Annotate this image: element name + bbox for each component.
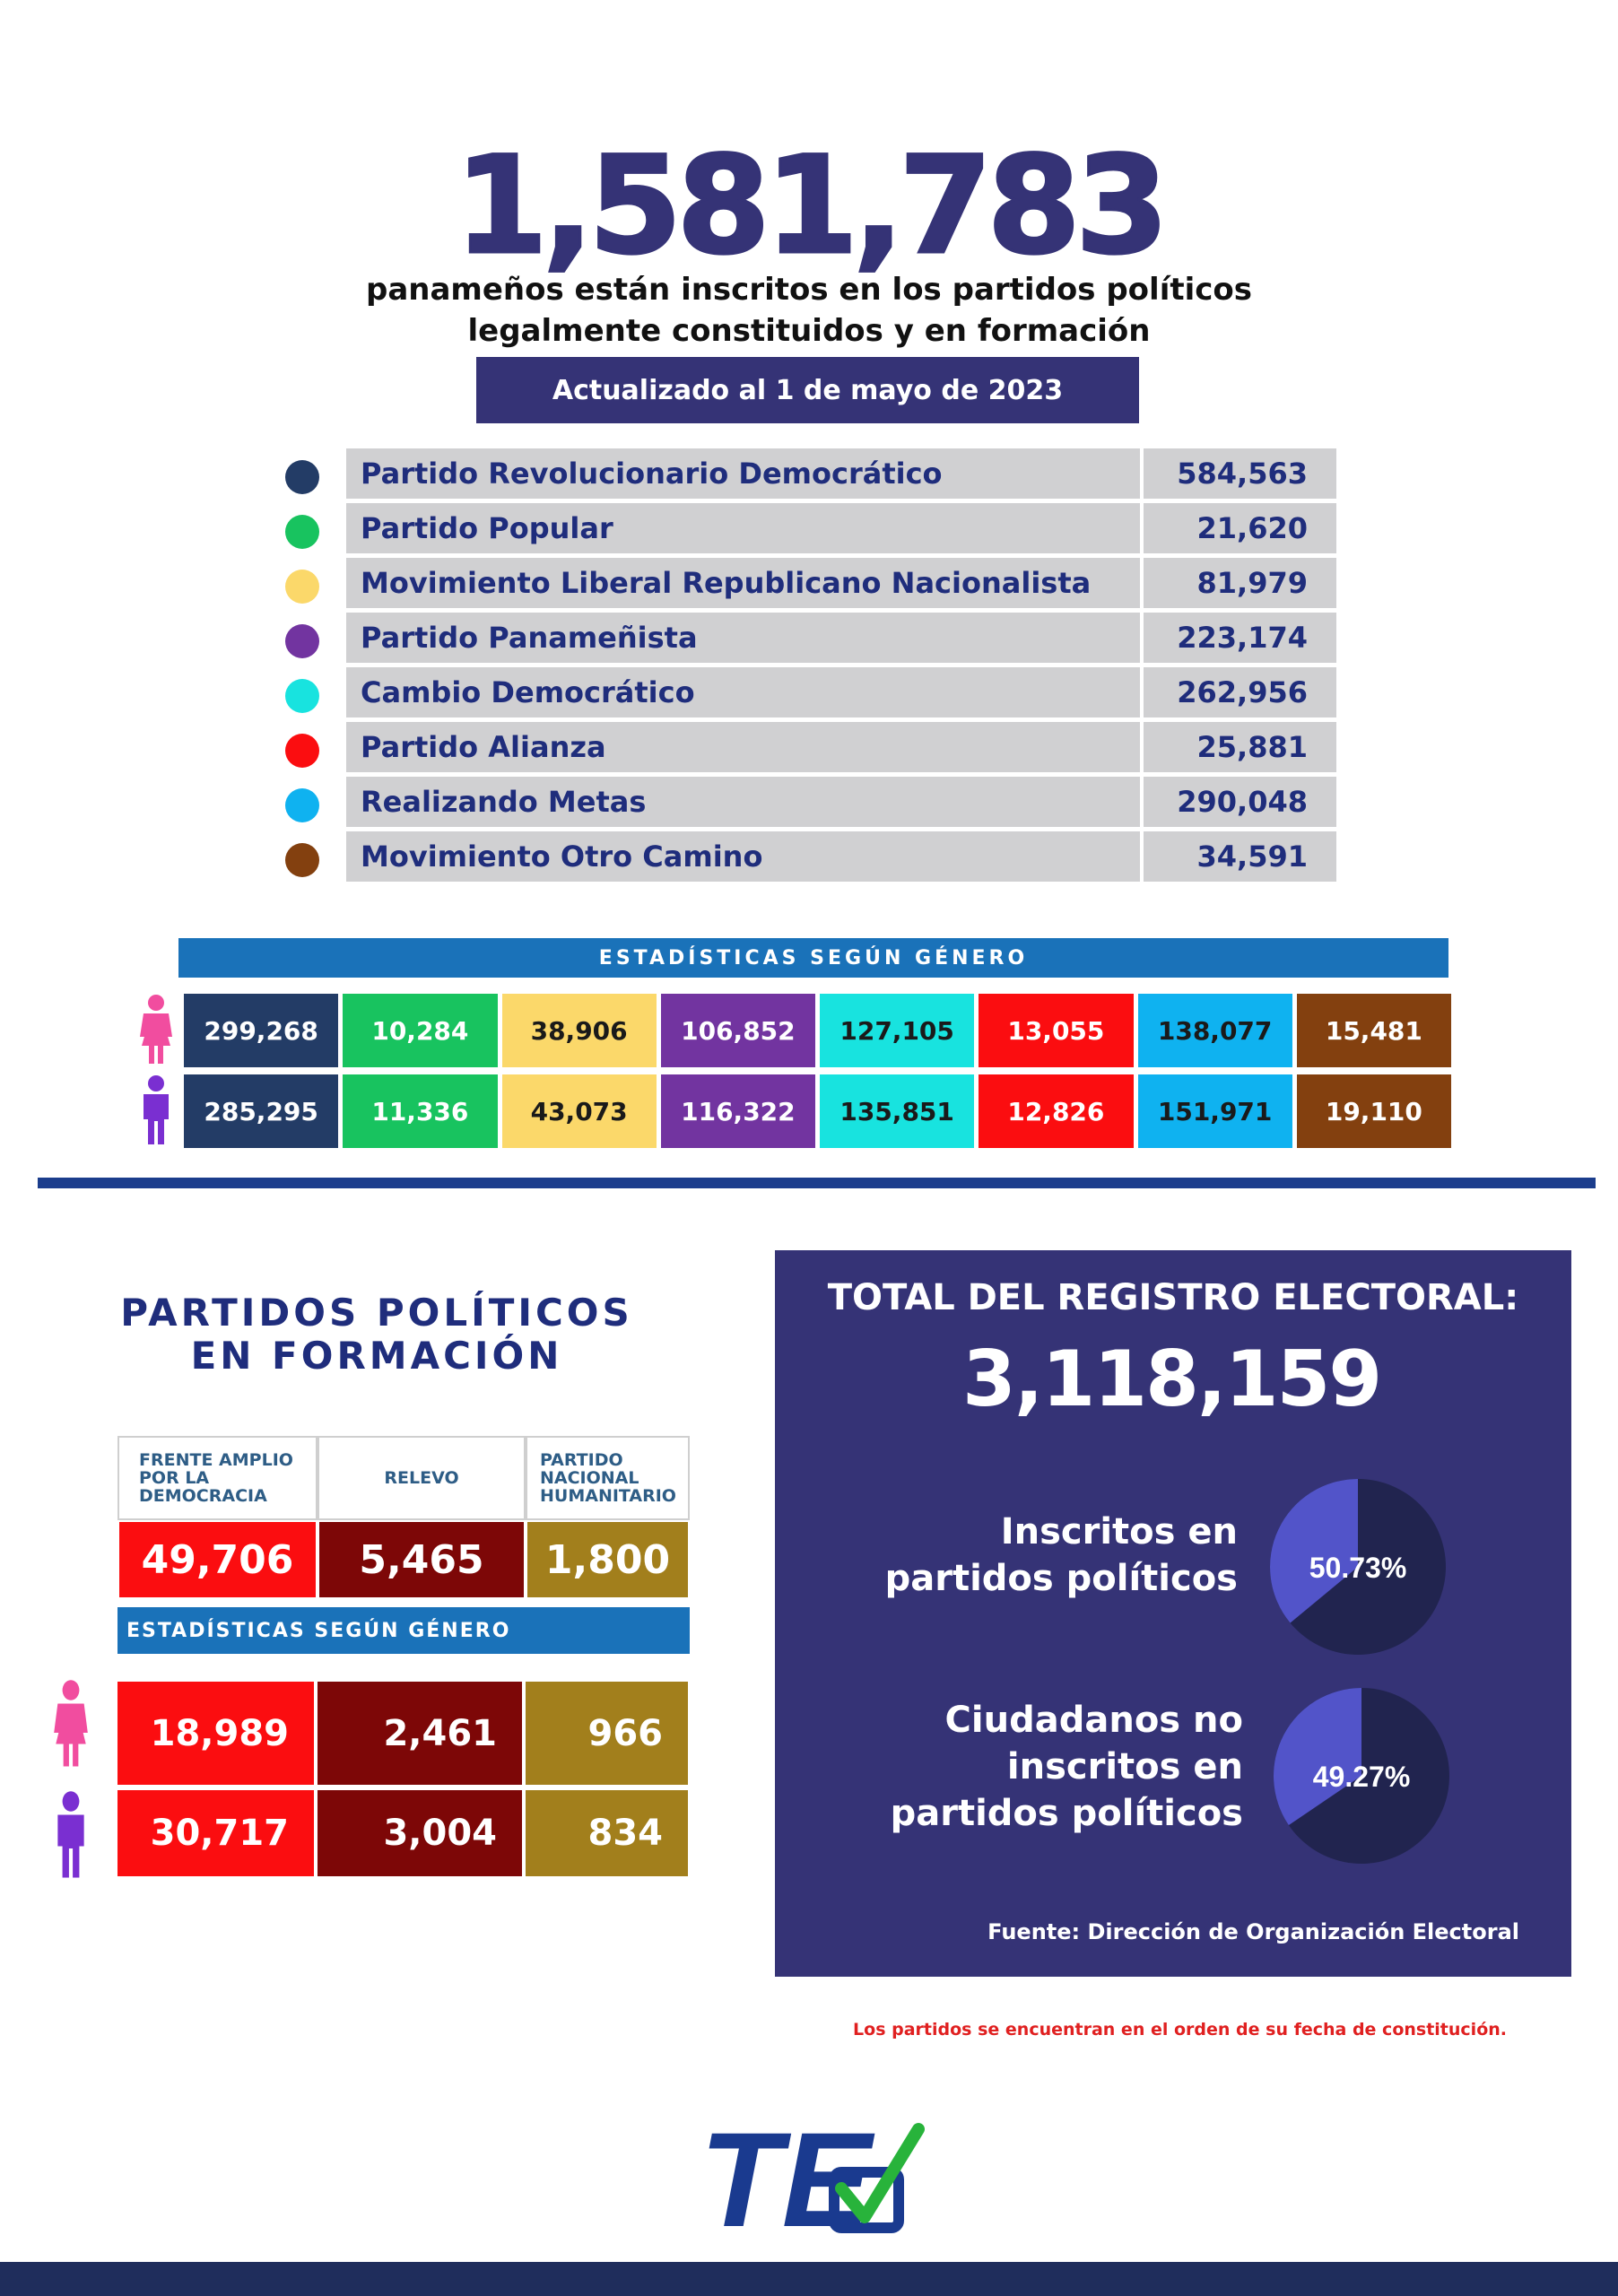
te-logo xyxy=(698,2117,940,2242)
party-row xyxy=(278,722,1338,777)
women-stat-cell: 38,906 xyxy=(502,994,657,1067)
men-stat-cell: 116,322 xyxy=(661,1074,815,1148)
party-members: 290,048 xyxy=(1140,777,1336,827)
party-row xyxy=(278,667,1338,722)
party-members: 81,979 xyxy=(1140,558,1336,608)
men-stat-cell: 11,336 xyxy=(343,1074,497,1148)
men-stat-cell: 12,826 xyxy=(979,1074,1133,1148)
party-name: Partido Revolucionario Democrático xyxy=(346,448,1143,499)
men-stat-cell: 135,851 xyxy=(820,1074,974,1148)
inscribed-label-line-1: Inscritos en xyxy=(1000,1511,1238,1552)
party-name: Realizando Metas xyxy=(346,777,1143,827)
women-stat-cell: 106,852 xyxy=(661,994,815,1067)
women-stat-cell: 10,284 xyxy=(343,994,497,1067)
party-members: 262,956 xyxy=(1140,667,1336,718)
inscribed-label-line-2: partidos políticos xyxy=(884,1558,1238,1599)
men-stats-row xyxy=(184,1074,1456,1148)
not-inscribed-label-line-3: partidos políticos xyxy=(890,1793,1243,1834)
section-divider xyxy=(38,1178,1596,1188)
formation-title-line-1: PARTIDOS POLÍTICOS xyxy=(120,1291,633,1335)
women-stat-cell: 13,055 xyxy=(979,994,1133,1067)
registered-members-total: 1,581,783 xyxy=(454,128,1164,284)
formation-party-header-relevo: RELEVO xyxy=(318,1436,526,1520)
formation-women-value: 966 xyxy=(526,1682,688,1785)
party-color-dot xyxy=(285,843,319,877)
women-stat-cell: 299,268 xyxy=(184,994,338,1067)
women-stat-cell: 138,077 xyxy=(1138,994,1292,1067)
party-color-dot xyxy=(285,734,319,768)
not-inscribed-label-line-1: Ciudadanos no xyxy=(944,1700,1243,1741)
formation-party-value: 49,706 xyxy=(119,1522,316,1597)
subtitle-line-2: legalmente constituidos y en formación xyxy=(467,313,1151,349)
party-row xyxy=(278,613,1338,667)
subtitle xyxy=(0,269,1618,352)
man-icon xyxy=(136,1074,176,1146)
not-inscribed-label-line-2: inscritos en xyxy=(1006,1746,1243,1787)
party-row xyxy=(278,503,1338,558)
formation-men-value: 3,004 xyxy=(318,1790,522,1876)
party-color-dot xyxy=(285,460,319,494)
party-table xyxy=(278,448,1338,886)
subtitle-line-1: panameños están inscritos en los partidos políticos xyxy=(365,272,1253,308)
formation-title xyxy=(54,1292,700,1378)
women-stat-cell: 15,481 xyxy=(1297,994,1451,1067)
order-footnote: Los partidos se encuentran en el orden de su fecha de constitución. xyxy=(853,2020,1507,2039)
party-row xyxy=(278,831,1338,886)
party-name: Movimiento Otro Camino xyxy=(346,831,1143,882)
party-row xyxy=(278,448,1338,503)
inscribed-pie-chart xyxy=(1268,1477,1448,1657)
party-members: 584,563 xyxy=(1140,448,1336,499)
not-inscribed-pie-chart xyxy=(1272,1686,1451,1866)
updated-date-banner: Actualizado al 1 de mayo de 2023 xyxy=(476,357,1139,423)
women-stats-row xyxy=(184,994,1456,1067)
formation-men-value: 834 xyxy=(526,1790,688,1876)
formation-women-value: 2,461 xyxy=(318,1682,522,1785)
party-color-dot xyxy=(285,515,319,549)
formation-women-value: 18,989 xyxy=(117,1682,314,1785)
not-inscribed-pct: 49.27% xyxy=(1312,1761,1411,1793)
formation-party-value: 5,465 xyxy=(319,1522,524,1597)
party-members: 21,620 xyxy=(1140,503,1336,553)
inscribed-pct: 50.73% xyxy=(1309,1552,1407,1584)
party-name: Partido Popular xyxy=(346,503,1143,553)
party-color-dot xyxy=(285,624,319,658)
party-members: 25,881 xyxy=(1140,722,1336,772)
woman-icon xyxy=(136,994,176,1065)
men-stat-cell: 43,073 xyxy=(502,1074,657,1148)
logo-text: TE xyxy=(700,2117,872,2242)
formation-party-header-frente-amplio: FRENTE AMPLIO POR LA DEMOCRACIA xyxy=(117,1436,318,1520)
women-stat-cell: 127,105 xyxy=(820,994,974,1067)
party-name: Partido Panameñista xyxy=(346,613,1143,663)
party-color-dot xyxy=(285,679,319,713)
footer-bar xyxy=(0,2262,1618,2296)
party-color-dot xyxy=(285,788,319,822)
formation-title-line-2: EN FORMACIÓN xyxy=(190,1334,563,1378)
gender-stats-banner: ESTADÍSTICAS SEGÚN GÉNERO xyxy=(178,938,1448,978)
party-row xyxy=(278,558,1338,613)
inscribed-label xyxy=(807,1509,1238,1602)
party-name: Cambio Democrático xyxy=(346,667,1143,718)
men-stat-cell: 285,295 xyxy=(184,1074,338,1148)
party-row xyxy=(278,777,1338,831)
not-inscribed-label xyxy=(807,1697,1243,1837)
men-stat-cell: 151,971 xyxy=(1138,1074,1292,1148)
party-members: 34,591 xyxy=(1140,831,1336,882)
party-name: Movimiento Liberal Republicano Nacionalista xyxy=(346,558,1143,608)
party-name: Partido Alianza xyxy=(346,722,1143,772)
formation-party-header-nacional-humanitario: PARTIDO NACIONAL HUMANITARIO xyxy=(526,1436,690,1520)
formation-gender-banner: ESTADÍSTICAS SEGÚN GÉNERO xyxy=(117,1607,690,1654)
men-stat-cell: 19,110 xyxy=(1297,1074,1451,1148)
party-members: 223,174 xyxy=(1140,613,1336,663)
party-color-dot xyxy=(285,570,319,604)
formation-party-value: 1,800 xyxy=(527,1522,688,1597)
registry-title: TOTAL DEL REGISTRO ELECTORAL: xyxy=(827,1277,1519,1318)
man-icon xyxy=(50,1790,91,1880)
woman-icon xyxy=(50,1679,91,1769)
source-note: Fuente: Dirección de Organización Electoral xyxy=(987,1919,1519,1944)
formation-men-value: 30,717 xyxy=(117,1790,314,1876)
registry-total: 3,118,159 xyxy=(962,1335,1381,1424)
